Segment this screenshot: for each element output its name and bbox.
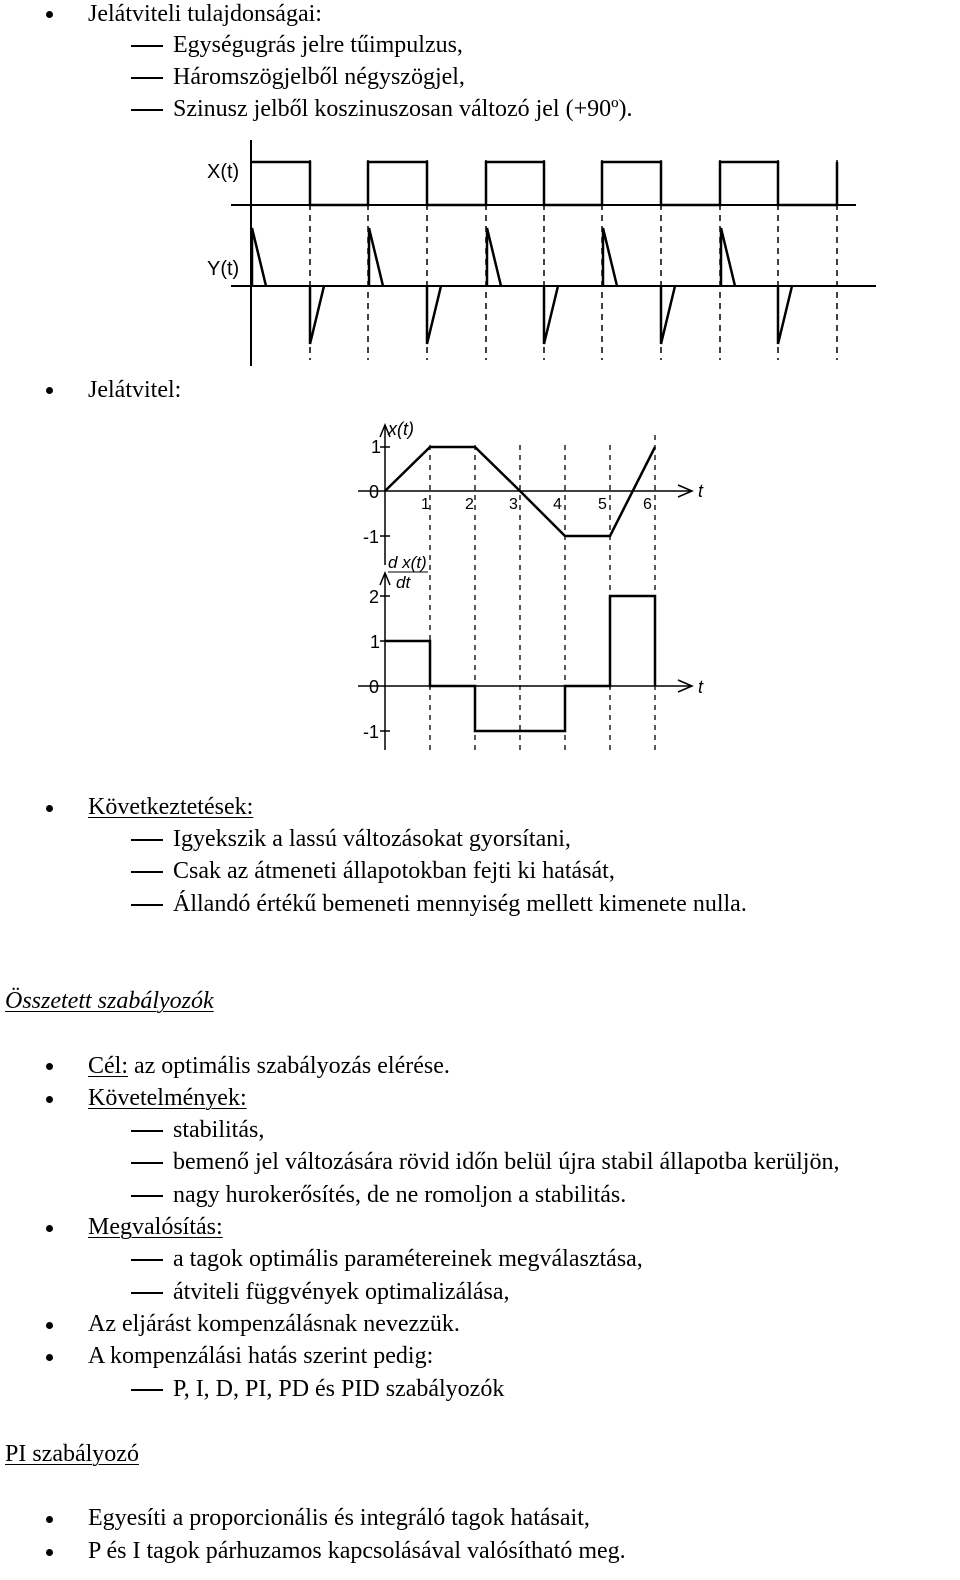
derivative-label-numerator: d x(t) <box>388 553 427 572</box>
section-heading: Jelátviteli tulajdonságai: <box>88 1 322 27</box>
list-item: P, I, D, PI, PD és PID szabályozók <box>173 1376 505 1402</box>
goal-label: Cél: <box>88 1053 128 1079</box>
dash <box>131 839 163 841</box>
derivative-diagram <box>0 405 960 755</box>
tick-label: 1 <box>370 632 381 652</box>
x-signal-label: X(t) <box>207 161 240 183</box>
x-tick-label: 5 <box>598 496 607 513</box>
dash <box>131 1195 163 1197</box>
bullet <box>46 1516 53 1523</box>
dash <box>131 1389 163 1391</box>
list-item: stabilitás, <box>173 1117 265 1143</box>
x-tick-label: 1 <box>421 496 430 513</box>
derivative-label-denominator: dt <box>396 573 411 592</box>
bullet <box>46 805 53 812</box>
list-item: Egyesíti a proporcionális és integráló tagok hatásait, <box>88 1505 590 1531</box>
section-title: Összetett szabályozók <box>5 988 214 1014</box>
dash <box>131 109 163 111</box>
tick-label: -1 <box>363 527 380 547</box>
dash <box>131 45 163 47</box>
x-tick-label: 2 <box>465 496 474 513</box>
bullet <box>46 1549 53 1556</box>
requirements-label: Követelmények: <box>88 1085 247 1111</box>
section-heading: Jelátvitel: <box>88 377 182 403</box>
tick-label: 0 <box>369 482 380 502</box>
list-item: a tagok optimális paramétereinek megválasztása, <box>173 1246 643 1272</box>
list-item: Háromszögjelből négyszögjel, <box>173 64 465 90</box>
list-item: nagy hurokerősítés, de ne romoljon a stabilitás. <box>173 1182 627 1208</box>
list-item: P és I tagok párhuzamos kapcsolásával valósítható meg. <box>88 1538 626 1564</box>
x-tick-label: 3 <box>509 496 518 513</box>
tick-label: 1 <box>371 437 382 457</box>
section-heading: Következtetések: <box>88 794 254 820</box>
x-tick-label: 4 <box>553 496 562 513</box>
compensation-text: Az eljárást kompenzálásnak nevezzük. <box>88 1311 460 1337</box>
list-item: Egységugrás jelre tűimpulzus, <box>173 32 463 58</box>
t-axis-label: t <box>698 481 704 501</box>
goal-line <box>88 1050 450 1082</box>
dash <box>131 871 163 873</box>
bullet <box>46 1354 53 1361</box>
realization-label: Megvalósítás: <box>88 1214 223 1240</box>
list-item: Igyekszik a lassú változásokat gyorsítani, <box>173 826 571 852</box>
pi-title: PI szabályozó <box>5 1441 139 1467</box>
dash <box>131 904 163 906</box>
dash <box>131 1162 163 1164</box>
bullet <box>46 1322 53 1329</box>
dash <box>131 1292 163 1294</box>
x-tick-label: 6 <box>643 496 652 513</box>
list-item: bemenő jel változására rövid időn belül újra stabil állapotba kerüljön, <box>173 1149 840 1175</box>
y-signal-label: Y(t) <box>207 258 240 280</box>
x-axis-function-label: x(t) <box>388 419 414 439</box>
dash <box>131 1259 163 1261</box>
comp-effect-text: A kompenzálási hatás szerint pedig: <box>88 1343 434 1369</box>
bullet <box>46 387 53 394</box>
dash <box>131 1130 163 1132</box>
tick-label: 2 <box>369 587 380 607</box>
list-item: Állandó értékű bemeneti mennyiség mellett kimenete nulla. <box>173 891 747 917</box>
goal-text: az optimális szabályozás elérése. <box>128 1053 450 1079</box>
list-item: Szinusz jelből koszinuszosan változó jel (+90º). <box>173 96 633 122</box>
bullet <box>46 11 53 18</box>
pulse-diagram <box>0 120 960 380</box>
bullet <box>46 1063 53 1070</box>
bullet <box>46 1096 53 1103</box>
tick-label: -1 <box>363 722 380 742</box>
dash <box>131 77 163 79</box>
list-item: átviteli függvények optimalizálása, <box>173 1279 510 1305</box>
list-item: Csak az átmeneti állapotokban fejti ki hatását, <box>173 858 615 884</box>
t-axis-label: t <box>698 677 704 697</box>
bullet <box>46 1225 53 1232</box>
tick-label: 0 <box>369 677 380 697</box>
